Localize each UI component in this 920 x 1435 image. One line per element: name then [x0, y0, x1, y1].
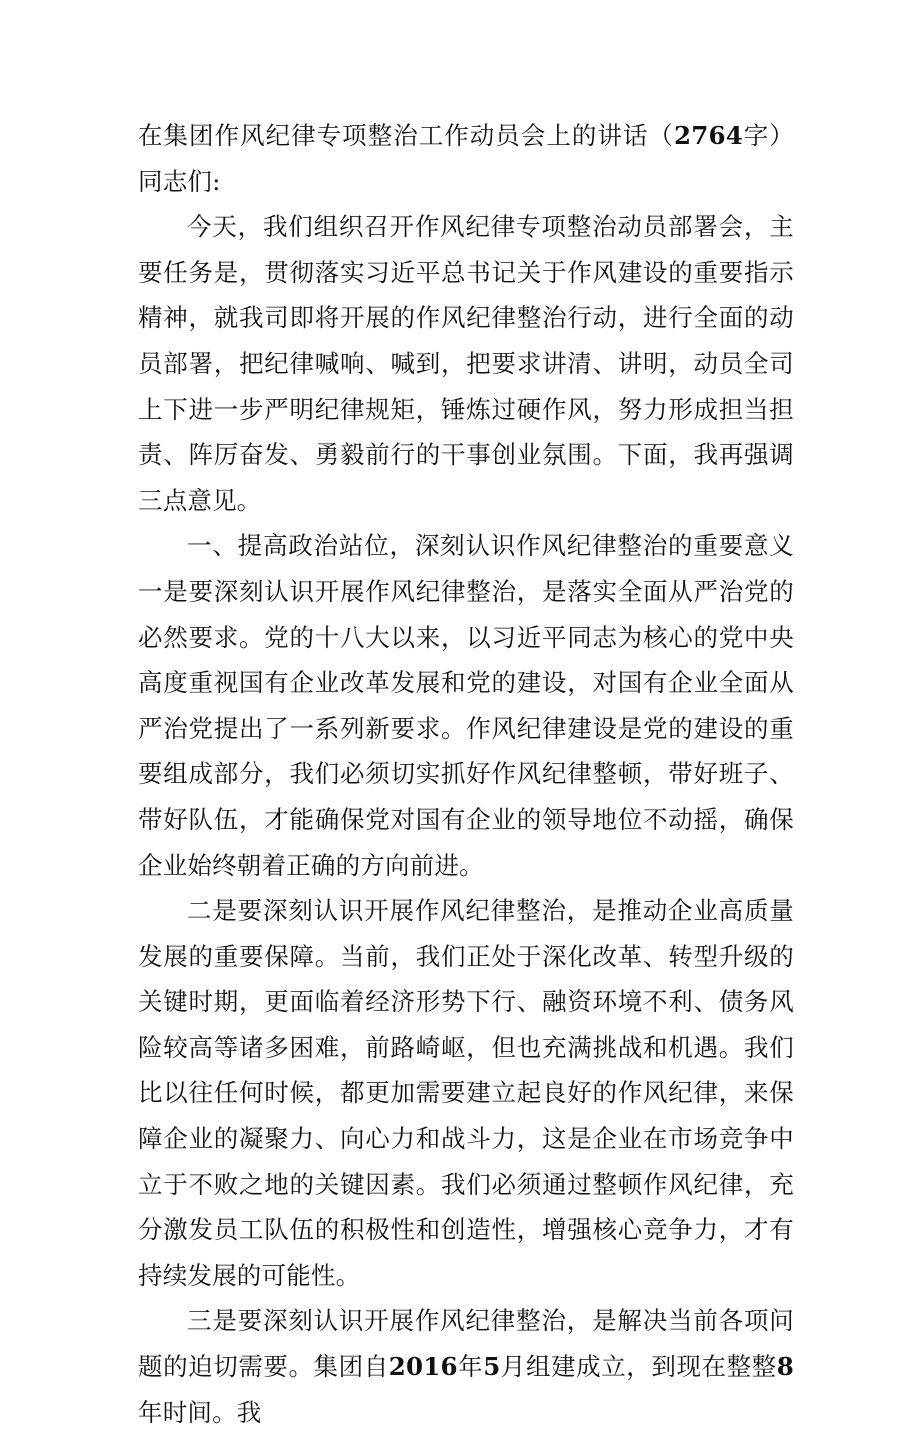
- founding-year: 2016: [388, 1352, 458, 1382]
- point-three-text-a: 三是要深刻认识开展作风纪律整治，是解决当前各项问题的迫切需要。集团自: [138, 1306, 794, 1382]
- title-text: 在集团作风纪律专项整治工作动员会上的讲话（: [138, 121, 674, 150]
- point-three-text-b: 年: [457, 1352, 484, 1382]
- title-line: [138, 113, 794, 204]
- point-three-text-d: 年时间。我: [138, 1397, 262, 1427]
- paragraph-point-two: 二是要深刻认识开展作风纪律整治，是推动企业高质量发展的重要保障。当前，我们正处于深化改革、转型升级的关键时期，更面临着经济形势下行、融资环境不利、债务风险较高等诸多困难，前路崎岖，但也充满挑战和机遇。我们比以往任何时候，都更加需要建立起良好的作风纪律，来保障企业的凝聚力、向心力和战斗力，这是企业在市场竞争中立于不败之地的关键因素。我们必须通过整顿作风纪律，充分激发员工队伍的积极性和创造性，增强核心竞争力，才有持续发展的可能性。: [138, 896, 794, 1290]
- title-word-count: 2764: [673, 121, 743, 150]
- years-count: 8: [776, 1352, 795, 1382]
- paragraph-intro: 今天，我们组织召开作风纪律专项整治动员部署会，主要任务是，贯彻落实习近平总书记关于作风建设的重要指示精神，就我司即将开展的作风纪律整治行动，进行全面的动员部署，把纪律喊响、喊到，把要求讲清、讲明，动员全司上下进一步严明纪律规矩，锤炼过硬作风，努力形成担当担责、阵厉奋发、勇毅前行的干事创业氛围。下面，我再强调三点意见。: [138, 212, 794, 515]
- paragraph-point-three: [138, 1298, 794, 1435]
- paragraph-section-one: 一、提高政治站位，深刻认识作风纪律整治的重要意义一是要深刻认识开展作风纪律整治，是落实全面从严治党的必然要求。党的十八大以来，以习近平同志为核心的党中央高度重视国有企业改革发展和党的建设，对国有企业全面从严治党提出了一系列新要求。作风纪律建设是党的建设的重要组成部分，我们必须切实抓好作风纪律整顿，带好班子、带好队伍，才能确保党对国有企业的领导地位不动摇，确保企业始终朝着正确的方向前进。: [138, 531, 794, 880]
- point-three-text-c: 月组建成立，到现在整整: [500, 1352, 777, 1382]
- title-greeting: 字）同志们:: [138, 121, 794, 196]
- founding-month: 5: [483, 1352, 501, 1382]
- speech-body: [138, 113, 794, 1435]
